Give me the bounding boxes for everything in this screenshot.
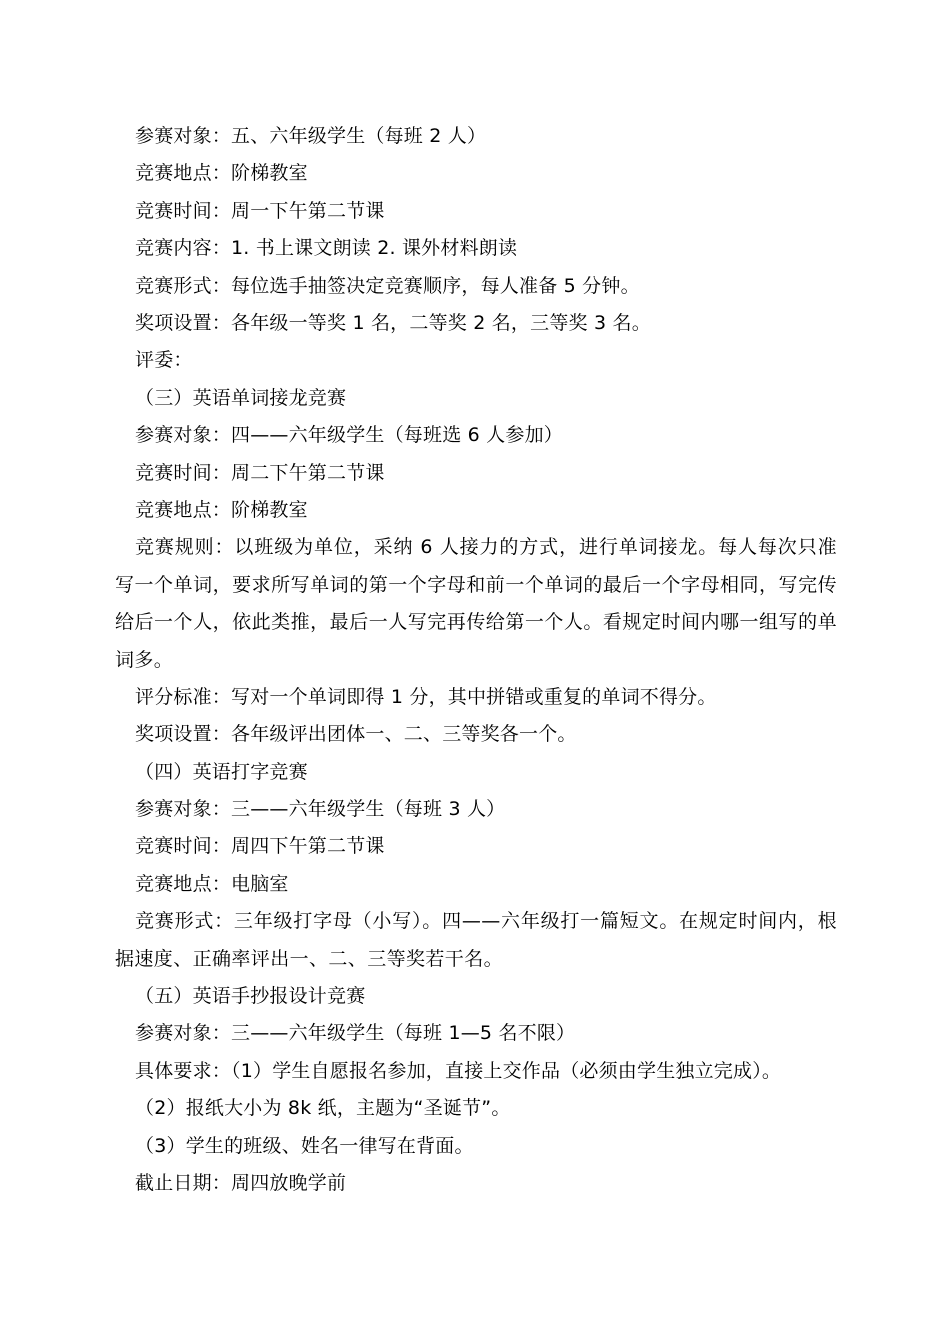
text-line: 评委： [135,349,193,372]
text-line: 竞赛时间：周四下午第二节课 [135,835,385,858]
text-line: 参赛对象：四——六年级学生（每班选 6 人参加） [135,424,563,447]
section-heading: （五）英语手抄报设计竞赛 [135,985,366,1008]
format-paragraph: 竞赛形式：三年级打字母（小写）。四——六年级打一篇短文。在规定时间内，根据速度、正确率评出一、二、三等奖若干名。 [115,910,837,970]
text-line: 评分标准：写对一个单词即得 1 分，其中拼错或重复的单词不得分。 [135,685,717,708]
text-line: 参赛对象：三——六年级学生（每班 1—5 名不限） [135,1022,576,1045]
document-page [115,118,837,1202]
text-line: 竞赛形式：每位选手抽签决定竞赛顺序，每人准备 5 分钟。 [135,274,640,297]
rules-paragraph: 竞赛规则：以班级为单位，采纳 6 人接力的方式，进行单词接龙。每人每次只准写一个单词，要求所写单词的第一个字母和前一个单词的最后一个字母相同，写完传给后一个人，依此类推，最后一人写完再传给第一个人。看规定时间内哪一组写的单词多。 [115,536,837,671]
text-line: 奖项设置：各年级评出团体一、二、三等奖各一个。 [135,723,577,746]
text-line: 参赛对象：五、六年级学生（每班 2 人） [135,125,487,147]
section-heading: （四）英语打字竞赛 [135,760,308,783]
text-line: 具体要求：（1）学生自愿报名参加，直接上交作品（必须由学生独立完成）。 [135,1059,782,1082]
text-line: 竞赛时间：周一下午第二节课 [135,199,385,222]
text-line: 参赛对象：三——六年级学生（每班 3 人） [135,798,506,821]
text-line: （3）学生的班级、姓名一律写在背面。 [135,1134,474,1157]
text-line: 截止日期：周四放晚学前 [135,1172,347,1195]
text-line: 竞赛地点：电脑室 [135,872,289,895]
text-line: 竞赛地点：阶梯教室 [135,162,308,185]
text-line: 奖项设置：各年级一等奖 1 名，二等奖 2 名，三等奖 3 名。 [135,311,651,334]
text-line: 竞赛时间：周二下午第二节课 [135,461,385,484]
text-line: 竞赛地点：阶梯教室 [135,498,308,521]
section-heading: （三）英语单词接龙竞赛 [135,386,347,409]
text-line: 竞赛内容：1. 书上课文朗读 2. 课外材料朗读 [135,237,518,260]
text-line: （2）报纸大小为 8k 纸，主题为“圣诞节”。 [135,1097,511,1120]
